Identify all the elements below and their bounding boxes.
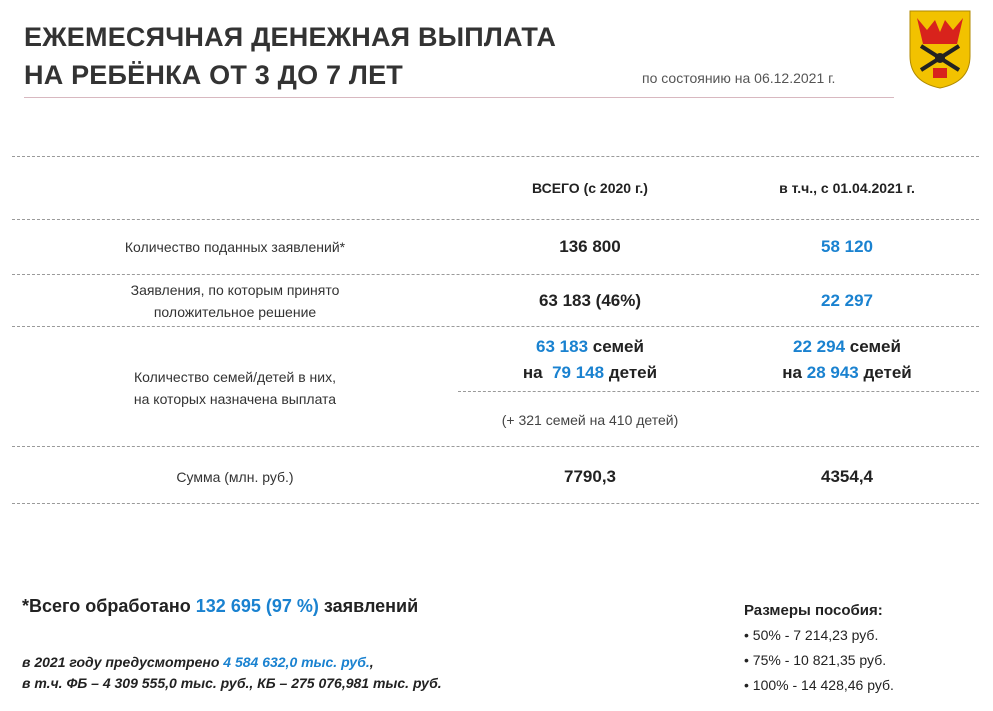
benefit-sizes-title: Размеры пособия:: [744, 602, 883, 619]
column-header-since: в т.ч., с 01.04.2021 г.: [779, 180, 915, 196]
table-rule-bottom: [12, 503, 979, 504]
positive-total: 63 183 (46%): [538, 291, 642, 310]
children-total-count: 79 148: [552, 363, 605, 382]
row-label-families: [40, 366, 430, 410]
table-rule-header: [12, 219, 979, 220]
row-label-positive: [40, 279, 430, 323]
title-line-1: ЕЖЕМЕСЯЧНАЯ ДЕНЕЖНАЯ ВЫПЛАТА: [24, 22, 557, 52]
plan-value: 4 584 632,0 тыс. руб.: [223, 654, 370, 670]
on-word-since: на: [782, 363, 802, 382]
footnote-value: 132 695 (97 %): [195, 596, 319, 616]
date-note: по состоянию на 06.12.2021 г.: [642, 70, 836, 86]
sum-since: 4354,4: [821, 467, 873, 486]
applications-since: 58 120: [821, 237, 873, 256]
families-total-count: 63 183: [536, 337, 589, 356]
row-label-sum: Сумма (млн. руб.): [176, 469, 294, 485]
table-rule-row3: [12, 446, 979, 447]
benefit-size-100: • 100% - 14 428,46 руб.: [744, 673, 894, 698]
families-extra-note: (+ 321 семей на 410 детей): [501, 412, 679, 428]
families-since-count: 22 294: [793, 337, 846, 356]
applications-total: 136 800: [559, 237, 621, 256]
benefit-size-50: • 50% - 7 214,23 руб.: [744, 623, 894, 648]
sum-total: 7790,3: [564, 467, 616, 486]
coat-of-arms-icon: [907, 8, 973, 90]
children-word: детей: [608, 363, 658, 382]
row-label-families-line1: Количество семей/детей в них,: [134, 369, 336, 385]
families-word: семей: [592, 337, 644, 356]
families-since: [722, 334, 972, 386]
page-title: [24, 18, 556, 94]
on-word: на: [522, 363, 543, 382]
row-label-positive-line1: Заявления, по которым принято: [130, 282, 340, 298]
footnote-suffix: заявлений: [323, 596, 419, 616]
plan-breakdown: в т.ч. ФБ – 4 309 555,0 тыс. руб., КБ – 275 076,981 тыс. руб.: [22, 675, 442, 691]
benefit-sizes: [744, 598, 894, 698]
budget-plan: [22, 652, 442, 694]
table-rule-row1: [12, 274, 979, 275]
table-rule-subrow: [458, 391, 979, 392]
title-line-2: НА РЕБЁНКА ОТ 3 ДО 7 ЛЕТ: [24, 60, 403, 90]
positive-since: 22 297: [821, 291, 873, 310]
plan-prefix: в 2021 году предусмотрено: [22, 654, 220, 670]
children-since-count: 28 943: [806, 363, 859, 382]
table-rule-row2: [12, 326, 979, 327]
title-divider: [24, 97, 894, 98]
table-rule-top: [12, 156, 979, 157]
benefit-size-75: • 75% - 10 821,35 руб.: [744, 648, 894, 673]
row-label-families-line2: на которых назначена выплата: [133, 391, 337, 407]
processed-footnote: [22, 596, 418, 617]
footnote-prefix: *Всего обработано: [22, 596, 191, 616]
families-total: [460, 334, 720, 386]
plan-suffix: ,: [369, 654, 374, 670]
column-header-total: ВСЕГО (с 2020 г.): [532, 180, 648, 196]
families-word-since: семей: [849, 337, 901, 356]
children-word-since: детей: [863, 363, 912, 382]
row-label-positive-line2: положительное решение: [153, 304, 317, 320]
row-label-applications: Количество поданных заявлений*: [124, 239, 346, 255]
